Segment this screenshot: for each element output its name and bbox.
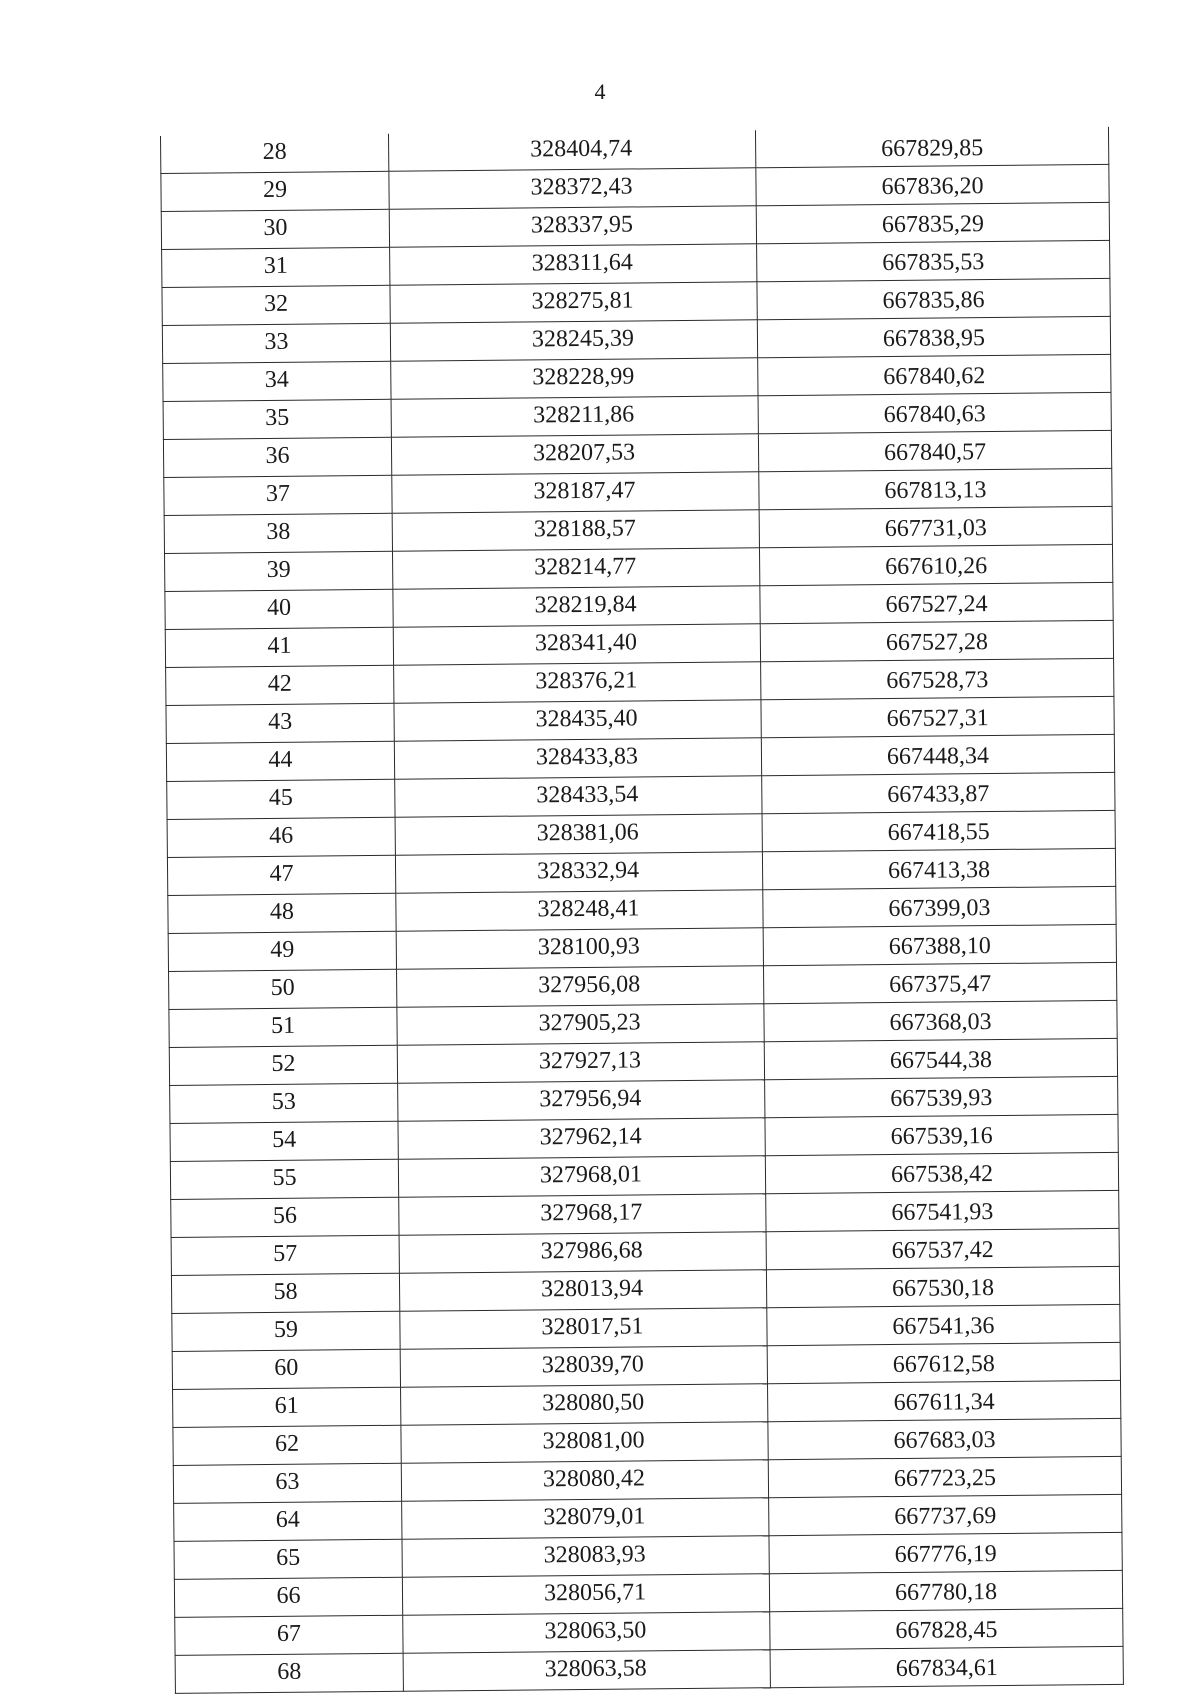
y-coordinate-cell: 667840,57 [758, 430, 1111, 471]
y-coordinate-cell: 667388,10 [763, 924, 1116, 965]
y-coordinate-cell: 667448,34 [761, 734, 1114, 775]
x-coordinate-cell: 327968,01 [398, 1156, 765, 1198]
point-number-cell: 29 [161, 171, 389, 211]
x-coordinate-cell: 328228,99 [391, 358, 758, 400]
x-coordinate-cell: 328245,39 [390, 320, 757, 362]
y-coordinate-cell: 667835,53 [757, 240, 1110, 281]
x-coordinate-cell: 328214,77 [392, 548, 759, 590]
y-coordinate-cell: 667528,73 [761, 658, 1114, 699]
point-number-cell: 58 [171, 1273, 399, 1313]
x-coordinate-cell: 327956,94 [398, 1080, 765, 1122]
y-coordinate-cell: 667418,55 [762, 810, 1115, 851]
coordinates-table-body [160, 127, 1123, 1694]
x-coordinate-cell: 328188,57 [392, 510, 759, 552]
y-coordinate-cell: 667399,03 [763, 886, 1116, 927]
table-row [175, 1646, 1123, 1693]
x-coordinate-cell: 328080,42 [401, 1460, 768, 1502]
x-coordinate-cell: 328372,43 [389, 168, 756, 210]
y-coordinate-cell: 667541,36 [767, 1304, 1120, 1345]
point-number-cell: 65 [174, 1539, 402, 1579]
y-coordinate-cell: 667780,18 [769, 1570, 1122, 1611]
x-coordinate-cell: 327962,14 [398, 1118, 765, 1160]
point-number-cell: 52 [169, 1045, 397, 1085]
x-coordinate-cell: 328433,83 [394, 738, 761, 780]
x-coordinate-cell: 328337,95 [389, 206, 756, 248]
x-coordinate-cell: 328063,50 [403, 1612, 770, 1654]
point-number-cell: 41 [165, 627, 393, 667]
y-coordinate-cell: 667368,03 [764, 1000, 1117, 1041]
point-number-cell: 37 [164, 475, 392, 515]
x-coordinate-cell: 328013,94 [399, 1270, 766, 1312]
y-coordinate-cell: 667836,20 [756, 164, 1109, 205]
x-coordinate-cell: 328404,74 [388, 130, 755, 171]
y-coordinate-cell: 667683,03 [768, 1418, 1121, 1459]
point-number-cell: 48 [168, 893, 396, 933]
x-coordinate-cell: 328187,47 [392, 472, 759, 514]
x-coordinate-cell: 328275,81 [390, 282, 757, 324]
point-number-cell: 34 [163, 361, 391, 401]
x-coordinate-cell: 328039,70 [400, 1346, 767, 1388]
point-number-cell: 60 [172, 1349, 400, 1389]
y-coordinate-cell: 667527,24 [760, 582, 1113, 623]
point-number-cell: 28 [160, 134, 388, 174]
point-number-cell: 35 [163, 399, 391, 439]
x-coordinate-cell: 327986,68 [399, 1232, 766, 1274]
point-number-cell: 40 [165, 589, 393, 629]
y-coordinate-cell: 667840,62 [758, 354, 1111, 395]
x-coordinate-cell: 328435,40 [394, 700, 761, 742]
point-number-cell: 57 [171, 1235, 399, 1275]
x-coordinate-cell: 328332,94 [395, 852, 762, 894]
y-coordinate-cell: 667835,86 [757, 278, 1110, 319]
point-number-cell: 49 [168, 931, 396, 971]
x-coordinate-cell: 327927,13 [397, 1042, 764, 1084]
point-number-cell: 44 [166, 741, 394, 781]
x-coordinate-cell: 328056,71 [402, 1574, 769, 1616]
x-coordinate-cell: 328219,84 [393, 586, 760, 628]
point-number-cell: 55 [170, 1159, 398, 1199]
y-coordinate-cell: 667538,42 [765, 1152, 1118, 1193]
point-number-cell: 32 [162, 285, 390, 325]
point-number-cell: 68 [175, 1653, 403, 1693]
point-number-cell: 62 [173, 1425, 401, 1465]
x-coordinate-cell: 328083,93 [402, 1536, 769, 1578]
point-number-cell: 38 [164, 513, 392, 553]
x-coordinate-cell: 328311,64 [390, 244, 757, 286]
point-number-cell: 30 [161, 209, 389, 249]
page-number: 4 [594, 79, 606, 104]
x-coordinate-cell: 328100,93 [396, 928, 763, 970]
y-coordinate-cell: 667813,13 [759, 468, 1112, 509]
point-number-cell: 53 [170, 1083, 398, 1123]
point-number-cell: 45 [167, 779, 395, 819]
x-coordinate-cell: 328376,21 [394, 662, 761, 704]
y-coordinate-cell: 667840,63 [758, 392, 1111, 433]
x-coordinate-cell: 328079,01 [402, 1498, 769, 1540]
y-coordinate-cell: 667541,93 [766, 1190, 1119, 1231]
x-coordinate-cell: 328433,54 [395, 776, 762, 818]
y-coordinate-cell: 667723,25 [768, 1456, 1121, 1497]
x-coordinate-cell: 328207,53 [391, 434, 758, 476]
x-coordinate-cell: 328381,06 [395, 814, 762, 856]
y-coordinate-cell: 667829,85 [755, 127, 1108, 168]
point-number-cell: 56 [171, 1197, 399, 1237]
y-coordinate-cell: 667611,34 [768, 1380, 1121, 1421]
x-coordinate-cell: 328017,51 [400, 1308, 767, 1350]
x-coordinate-cell: 327968,17 [399, 1194, 766, 1236]
point-number-cell: 39 [165, 551, 393, 591]
coordinates-table [160, 127, 1124, 1694]
y-coordinate-cell: 667737,69 [769, 1494, 1122, 1535]
point-number-cell: 51 [169, 1007, 397, 1047]
x-coordinate-cell: 328063,58 [403, 1650, 770, 1692]
y-coordinate-cell: 667835,29 [756, 202, 1109, 243]
point-number-cell: 59 [172, 1311, 400, 1351]
y-coordinate-cell: 667375,47 [763, 962, 1116, 1003]
y-coordinate-cell: 667433,87 [762, 772, 1115, 813]
y-coordinate-cell: 667527,28 [760, 620, 1113, 661]
y-coordinate-cell: 667731,03 [759, 506, 1112, 547]
y-coordinate-cell: 667527,31 [761, 696, 1114, 737]
point-number-cell: 43 [166, 703, 394, 743]
point-number-cell: 46 [167, 817, 395, 857]
y-coordinate-cell: 667544,38 [764, 1038, 1117, 1079]
y-coordinate-cell: 667834,61 [770, 1646, 1123, 1687]
x-coordinate-cell: 328211,86 [391, 396, 758, 438]
x-coordinate-cell: 328081,00 [401, 1422, 768, 1464]
point-number-cell: 54 [170, 1121, 398, 1161]
y-coordinate-cell: 667828,45 [770, 1608, 1123, 1649]
x-coordinate-cell: 328080,50 [401, 1384, 768, 1426]
y-coordinate-cell: 667539,93 [765, 1076, 1118, 1117]
point-number-cell: 67 [175, 1615, 403, 1655]
y-coordinate-cell: 667530,18 [766, 1266, 1119, 1307]
point-number-cell: 66 [174, 1577, 402, 1617]
x-coordinate-cell: 328248,41 [396, 890, 763, 932]
point-number-cell: 33 [162, 323, 390, 363]
x-coordinate-cell: 328341,40 [393, 624, 760, 666]
x-coordinate-cell: 327905,23 [397, 1004, 764, 1046]
y-coordinate-cell: 667539,16 [765, 1114, 1118, 1155]
x-coordinate-cell: 327956,08 [397, 966, 764, 1008]
point-number-cell: 42 [166, 665, 394, 705]
point-number-cell: 64 [174, 1501, 402, 1541]
point-number-cell: 36 [163, 437, 391, 477]
point-number-cell: 50 [169, 969, 397, 1009]
y-coordinate-cell: 667537,42 [766, 1228, 1119, 1269]
point-number-cell: 31 [162, 247, 390, 287]
point-number-cell: 61 [173, 1387, 401, 1427]
point-number-cell: 47 [167, 855, 395, 895]
y-coordinate-cell: 667612,58 [767, 1342, 1120, 1383]
y-coordinate-cell: 667413,38 [762, 848, 1115, 889]
y-coordinate-cell: 667610,26 [759, 544, 1112, 585]
point-number-cell: 63 [173, 1463, 401, 1503]
y-coordinate-cell: 667776,19 [769, 1532, 1122, 1573]
y-coordinate-cell: 667838,95 [757, 316, 1110, 357]
